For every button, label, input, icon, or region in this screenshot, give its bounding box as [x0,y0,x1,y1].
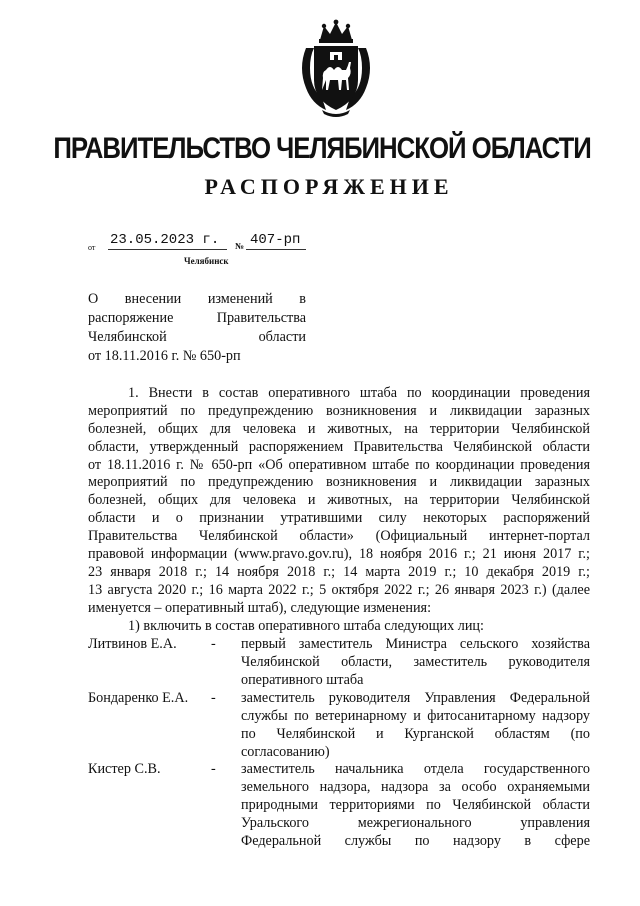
body-line: от 18.11.2016 г. № 650-рп «Об оперативном штабе по координации проведения [88,456,590,473]
document-type-title: РАСПОРЯЖЕНИЕ [204,174,454,199]
member-dash: - [211,690,216,706]
member-position [241,761,590,851]
member-entry [88,761,590,853]
member-name: Кистер С.В. [88,761,161,777]
position-line: первый заместитель Министра сельского хозяйства [241,636,590,652]
body-line: мероприятий по предупреждению возникновения и ликвидации заразных [88,402,590,419]
position-line: службы по ветеринарному и фитосанитарному надзору [241,707,590,724]
position-line: природными территориями по Челябинской области [241,796,590,813]
document-meta [88,232,318,272]
position-line: земельного надзора, надзора за особо охраняемыми [241,778,590,795]
member-dash: - [211,761,216,777]
subject-line: от 18.11.2016 г. № 650-рп [88,348,241,364]
position-line: заместитель начальника отдела государственного [241,761,590,777]
document-subject [88,290,306,366]
member-name: Литвинов Е.А. [88,636,177,652]
member-entry [88,690,590,762]
document-date: 23.05.2023 г. [110,232,220,248]
body-line: болезней, общих для человека и животных, на территории Челябинской [88,420,590,437]
body-line: области и о признании утратившими силу некоторых распоряжений [88,510,590,527]
position-line: согласованию) [241,743,330,760]
number-prefix: № [235,241,245,251]
number-underline [246,249,306,250]
document-city: Челябинск [184,256,229,266]
document-number: 407-рп [250,232,301,248]
body-line: 23 января 2018 г.; 14 ноября 2018 г.; 14 марта 2019 г.; 10 декабря 2019 г.; [88,563,590,580]
subject-line: О внесении изменений в [88,291,306,307]
item-1-heading: 1) включить в состав оперативного штаба следующих лиц: [128,617,484,634]
member-position [241,690,590,762]
position-line: по Челябинской и Курганской областям (по [241,725,590,742]
position-line: Федеральной службы по надзору в сфере [241,832,590,849]
member-position [241,636,590,690]
body-line: Правительства Челябинской области» (Официальный интернет-портал [88,528,590,545]
body-line: области, утвержденный распоряжением Правительства Челябинской области [88,438,590,455]
position-line: Уральского межрегионального управления [241,814,590,831]
body-line: правовой информации (www.pravo.gov.ru), 18 ноября 2016 г.; 21 июня 2017 г.; [88,546,590,563]
position-line: оперативного штаба [241,671,364,688]
subject-line: распоряжение Правительства [88,310,306,326]
position-line: Челябинской области, заместитель руководителя [241,653,590,670]
body-line: именуется – оперативный штаб), следующие изменения: [88,599,432,616]
date-prefix: от [88,243,96,252]
date-underline [108,249,227,250]
position-line: заместитель руководителя Управления Федеральной [241,690,590,706]
member-name: Бондаренко Е.А. [88,690,189,706]
coat-of-arms-emblem [292,18,380,118]
member-entry [88,636,590,690]
body-line: 1. Внести в состав оперативного штаба по координации проведения [128,385,590,401]
government-title: ПРАВИТЕЛЬСТВО ЧЕЛЯБИНСКОЙ ОБЛАСТИ [53,132,591,165]
body-line: болезней, общих для человека и животных, на территории Челябинской [88,492,590,509]
member-dash: - [211,636,216,652]
body-line: мероприятий по предупреждению возникновения и ликвидации заразных [88,474,590,491]
document-body [88,385,590,635]
body-line: 13 августа 2020 г.; 16 марта 2022 г.; 5 октября 2022 г.; 26 января 2023 г.) (далее [88,581,590,598]
subject-line: Челябинской области [88,329,306,345]
